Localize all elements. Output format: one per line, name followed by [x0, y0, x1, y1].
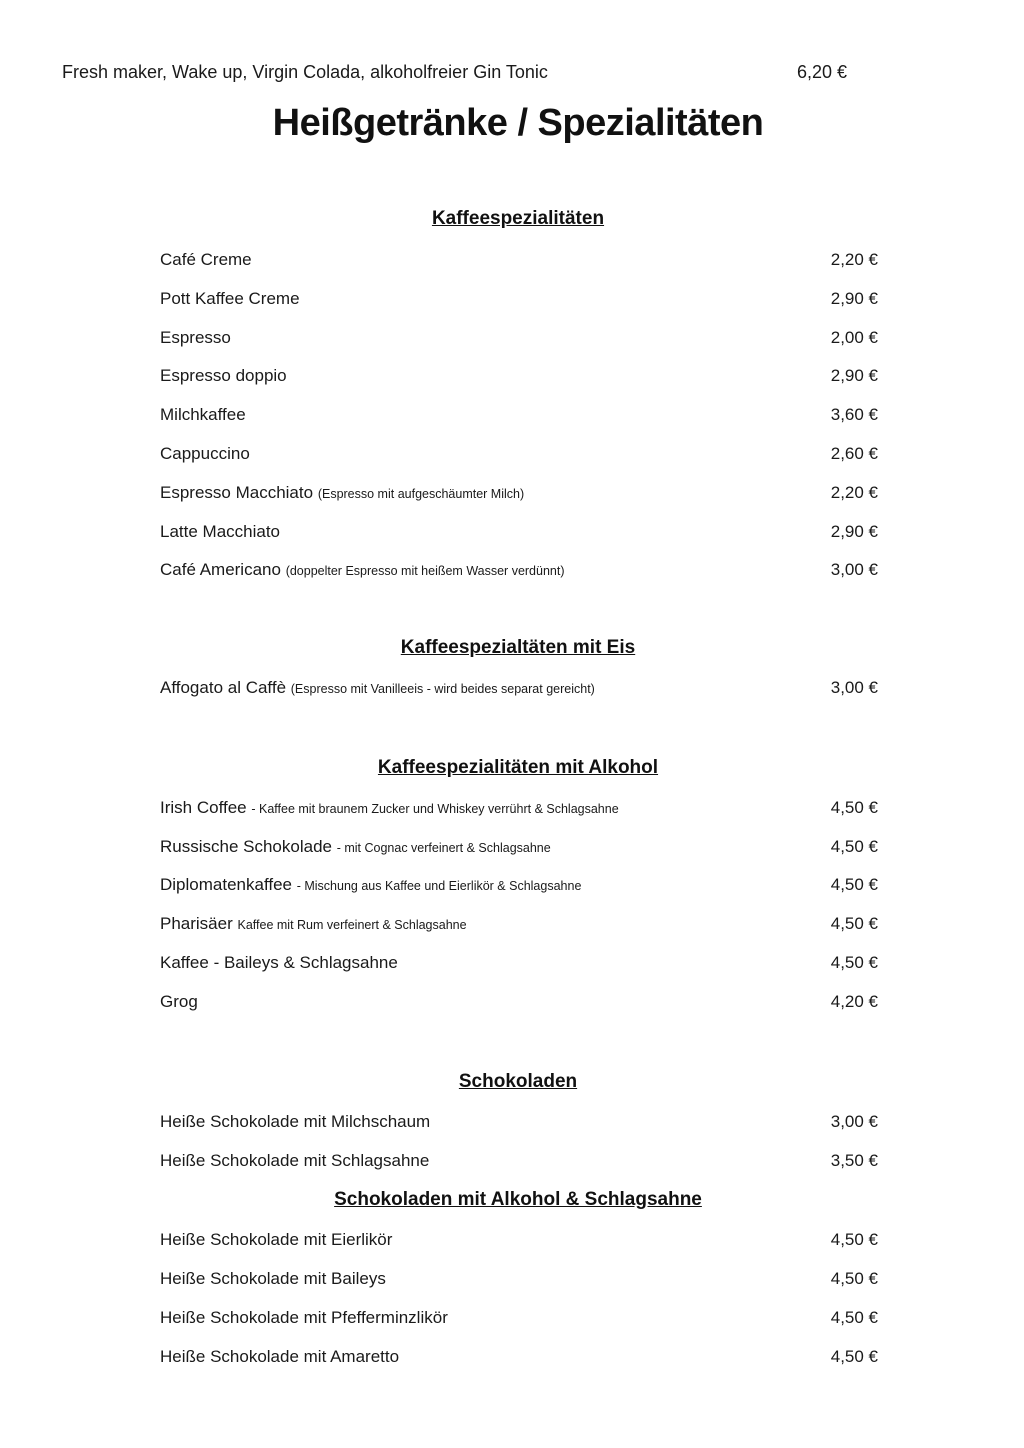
- item-name: [160, 1151, 429, 1171]
- item-price: 3,50 €: [830, 1151, 878, 1170]
- item-title: Russische Schokolade: [160, 836, 332, 856]
- item-title: Latte Macchiato: [160, 521, 281, 541]
- menu-item: [160, 1308, 878, 1332]
- page-title: Heißgetränke / Spezialitäten: [272, 102, 764, 144]
- item-description: (Espresso mit aufgeschäumter Milch): [317, 486, 525, 501]
- item-description: (doppelter Espresso mit heißem Wasser verdünnt): [285, 564, 565, 579]
- item-title: Cappuccino: [160, 444, 250, 463]
- item-name: [160, 1112, 430, 1132]
- section-title-kaffeespezialitaeten: Kaffeespezialitäten: [431, 208, 605, 229]
- menu-item: [160, 798, 878, 822]
- item-price: 2,90 €: [830, 521, 878, 541]
- menu-item: [160, 1151, 878, 1175]
- item-name: [160, 1230, 392, 1250]
- item-price: 3,00 €: [830, 678, 878, 697]
- item-title: Heiße Schokolade mit Pfefferminzlikör: [160, 1308, 448, 1327]
- item-name: [160, 875, 581, 895]
- item-price: 4,50 €: [830, 1347, 878, 1366]
- item-name: [160, 328, 231, 348]
- item-price: 3,00 €: [830, 560, 878, 580]
- item-price: 4,50 €: [830, 836, 878, 856]
- item-title: Café Americano: [160, 560, 281, 580]
- item-name: [160, 250, 252, 270]
- item-price: 4,50 €: [830, 798, 878, 817]
- item-title: Heiße Schokolade mit Milchschaum: [160, 1112, 431, 1131]
- menu-item: [160, 914, 878, 938]
- item-title: Pharisäer: [160, 914, 233, 934]
- item-title: Heiße Schokolade mit Baileys: [160, 1269, 386, 1288]
- item-price: 2,00 €: [830, 327, 878, 347]
- item-price: 2,90 €: [830, 366, 878, 386]
- item-name: [160, 1347, 399, 1367]
- item-title: Kaffee - Baileys & Schlagsahne: [160, 952, 398, 972]
- section-title-schokoladen-alkohol: Schokoladen mit Alkohol & Schlagsahne: [334, 1189, 702, 1210]
- item-title: Diplomatenkaffee: [160, 875, 292, 895]
- menu-item: [160, 1112, 878, 1136]
- item-description: - Mischung aus Kaffee und Eierlikör & Schlagsahne: [296, 879, 582, 894]
- item-title: Milchkaffee: [160, 405, 246, 425]
- menu-item: [160, 522, 878, 546]
- item-title: Espresso: [160, 327, 231, 347]
- item-price: 4,50 €: [830, 1308, 878, 1327]
- item-name: [160, 366, 287, 386]
- item-price: 4,50 €: [830, 914, 878, 934]
- item-title: Irish Coffee: [160, 798, 247, 817]
- item-price: 4,20 €: [830, 991, 878, 1011]
- item-title: Espresso Macchiato: [160, 482, 314, 502]
- menu-item: [160, 444, 878, 468]
- item-name: [160, 289, 300, 309]
- item-name: Fresh maker, Wake up, Virgin Colada, alkoholfreier Gin Tonic: [62, 62, 548, 82]
- item-price: 4,50 €: [830, 1230, 878, 1249]
- item-title: Affogato al Caffè: [160, 678, 287, 697]
- item-name: [160, 483, 524, 503]
- section-title-schokoladen: Schokoladen: [458, 1071, 578, 1092]
- menu-item: [160, 953, 878, 977]
- item-name: [160, 914, 467, 934]
- item-price: 6,20 €: [796, 62, 847, 82]
- item-name: [160, 522, 280, 542]
- menu-item: [160, 1347, 878, 1371]
- item-title: Café Creme: [160, 250, 252, 269]
- menu-item: [160, 1230, 878, 1254]
- item-name: [160, 405, 246, 425]
- menu-item: [160, 366, 878, 390]
- item-name: [160, 1269, 386, 1289]
- menu-item: [160, 560, 878, 584]
- item-description: - mit Cognac verfeinert & Schlagsahne: [336, 840, 551, 855]
- item-title: Heiße Schokolade mit Schlagsahne: [160, 1151, 430, 1170]
- menu-item: [160, 678, 878, 702]
- item-name: [160, 444, 250, 464]
- item-price: 2,60 €: [830, 444, 878, 463]
- menu-item: [160, 1269, 878, 1293]
- item-price: 4,50 €: [830, 1269, 878, 1288]
- menu-item: [160, 837, 878, 861]
- item-price: 2,90 €: [830, 288, 878, 308]
- item-name: [160, 678, 595, 698]
- menu-item: [160, 328, 878, 352]
- item-price: 3,00 €: [830, 1112, 878, 1131]
- menu-item: [160, 483, 878, 507]
- item-name: [160, 798, 619, 818]
- menu-item: [160, 875, 878, 899]
- item-name: [160, 953, 398, 973]
- item-name: [160, 1308, 448, 1328]
- item-title: Pott Kaffee Creme: [160, 288, 300, 308]
- item-title: Heiße Schokolade mit Amaretto: [160, 1347, 400, 1366]
- item-title: Grog: [160, 991, 198, 1011]
- item-price: 4,50 €: [830, 875, 878, 895]
- item-description: Kaffee mit Rum verfeinert & Schlagsahne: [237, 918, 467, 933]
- menu-item: [160, 250, 878, 274]
- item-price: 2,20 €: [830, 482, 878, 502]
- menu-item: [160, 992, 878, 1016]
- item-name: [160, 560, 565, 580]
- item-price: 4,50 €: [830, 952, 878, 972]
- item-title: Espresso doppio: [160, 366, 287, 386]
- item-title: Heiße Schokolade mit Eierlikör: [160, 1230, 393, 1249]
- menu-item: [160, 289, 878, 313]
- section-title-mit-eis: Kaffeespezialtäten mit Eis: [400, 637, 636, 658]
- item-description: - Kaffee mit braunem Zucker und Whiskey verrührt & Schlagsahne: [251, 802, 619, 816]
- item-price: 3,60 €: [830, 405, 878, 425]
- item-price: 2,20 €: [830, 250, 878, 269]
- item-name: [160, 837, 551, 857]
- menu-item: [160, 405, 878, 429]
- item-description: (Espresso mit Vanilleeis - wird beides separat gereicht): [290, 682, 595, 696]
- section-title-mit-alkohol: Kaffeespezialitäten mit Alkohol: [377, 757, 659, 778]
- item-name: [160, 992, 198, 1012]
